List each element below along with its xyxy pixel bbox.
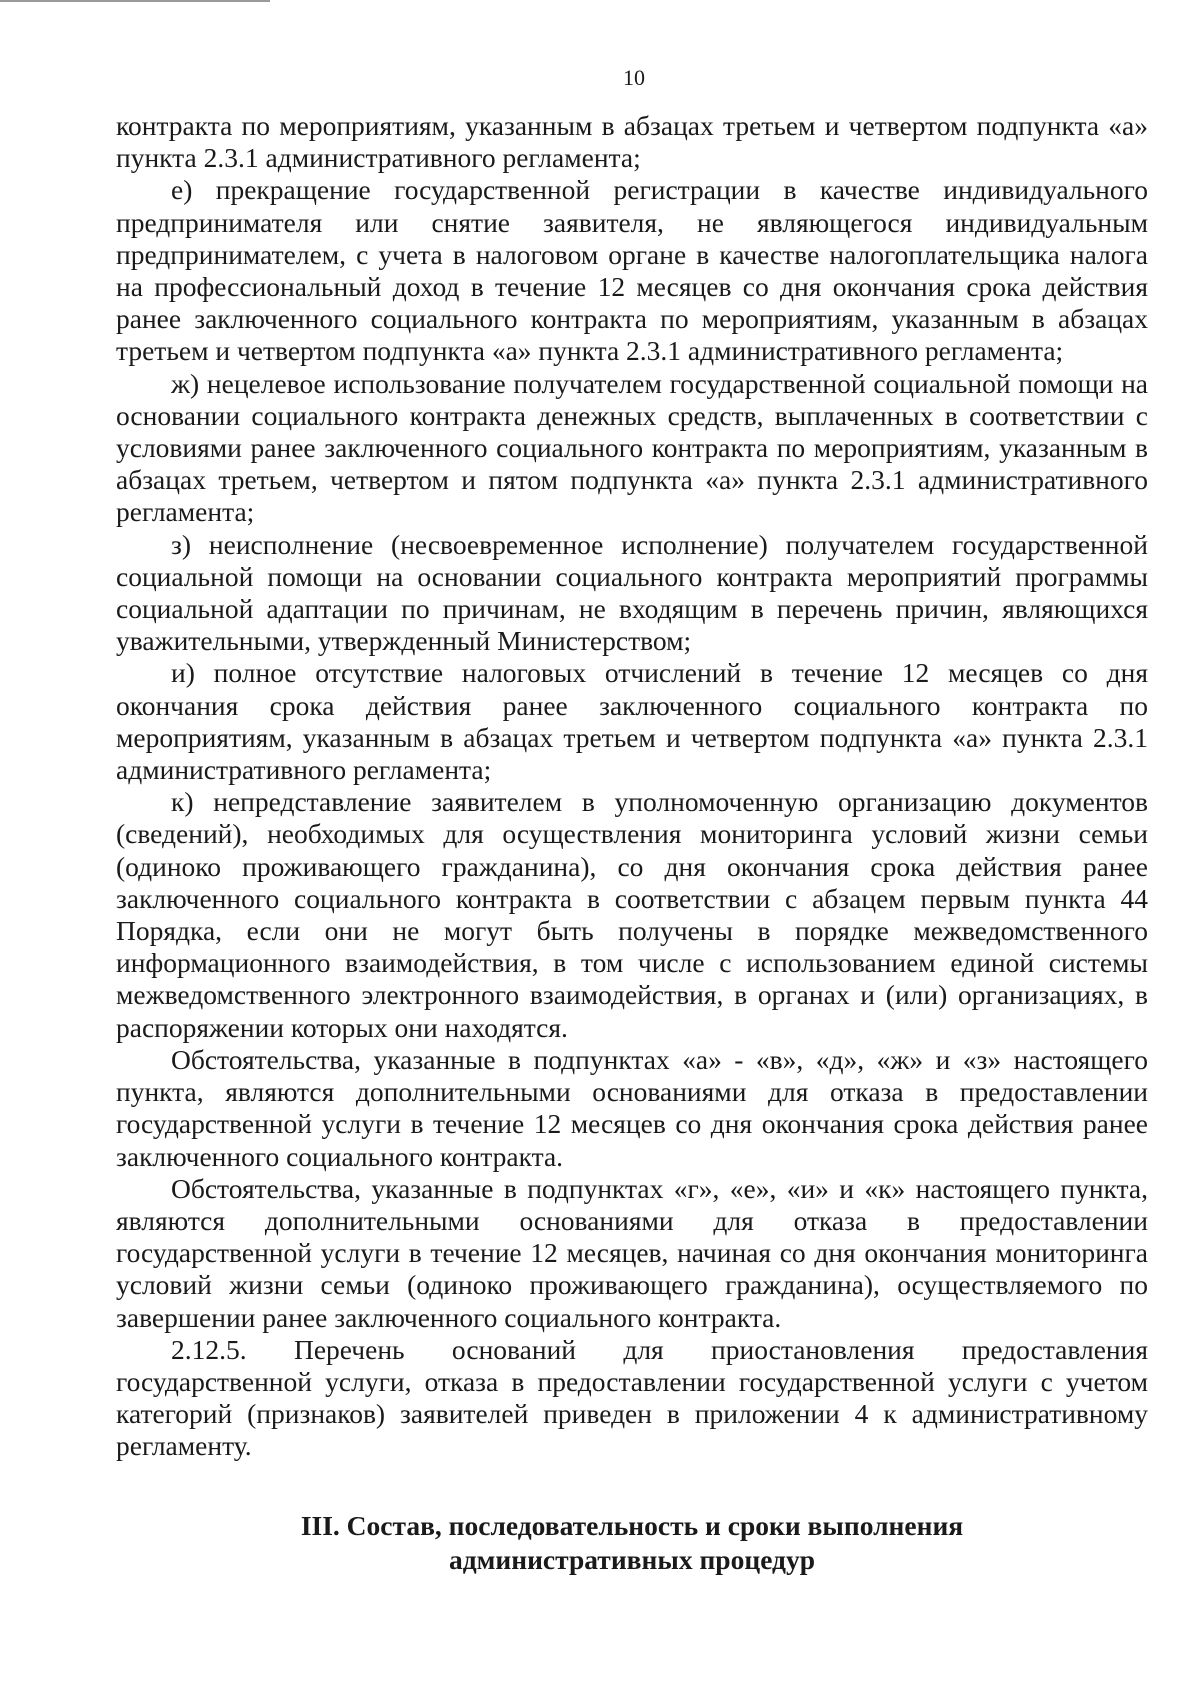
paragraph-item-e: е) прекращение государственной регистрации в качестве индивидуального предпринимателя или снятие заявителя, не являющегося индивидуальным предпринимателем, с учета в налоговом органе в качестве налогоплательщика налога на профессиональный доход в течение 12 месяцев со дня окончания срока действия ранее заключенного социального контракта по мероприятиям, указанным в абзацах третьем и четвертом подпункта «а» пункта 2.3.1 административного регламента; xyxy=(116,174,1148,367)
paragraph-circumstances-1: Обстоятельства, указанные в подпунктах «а» - «в», «д», «ж» и «з» настоящего пункта, являются дополнительными основаниями для отказа в предоставлении государственной услуги в течение 12 месяцев со дня окончания срока действия ранее заключенного социального контракта. xyxy=(116,1043,1148,1172)
paragraph-circumstances-2: Обстоятельства, указанные в подпунктах «г», «е», «и» и «к» настоящего пункта, являются дополнительными основаниями для отказа в предоставлении государственной услуги в течение 12 месяцев, начиная со дня окончания мониторинга условий жизни семьи (одиноко проживающего гражданина), осуществляемого по завершении ранее заключенного социального контракта. xyxy=(116,1172,1148,1333)
top-rule xyxy=(0,0,270,2)
paragraph-item-k: к) непредставление заявителем в уполномоченную организацию документов (сведений), необходимых для осуществления мониторинга условий жизни семьи (одиноко проживающего гражданина), со дня окончания срока действия ранее заключенного социального контракта в соответствии с абзацем первым пункта 44 Порядка, если они не могут быть получены в порядке межведомственного информационного взаимодействия, в том числе с использованием единой системы межведомственного электронного взаимодействия, в органах и (или) организациях, в распоряжении которых они находятся. xyxy=(116,786,1148,1043)
paragraph-item-zh: ж) нецелевое использование получателем государственной социальной помощи на основании социального контракта денежных средств, выплаченных в соответствии с условиями ранее заключенного социального контракта по мероприятиям, указанным в абзацах третьем, четвертом и пятом подпункта «а» пункта 2.3.1 административного регламента; xyxy=(116,367,1148,528)
section-heading-line-1: III. Состав, последовательность и сроки выполнения xyxy=(300,1510,964,1541)
paragraph-2-12-5: 2.12.5. Перечень оснований для приостановления предоставления государственной услуги, отказа в предоставлении государственной услуги с учетом категорий (признаков) заявителей приведен в приложении 4 к административному регламенту. xyxy=(116,1333,1148,1462)
paragraph-item-i: и) полное отсутствие налоговых отчислений в течение 12 месяцев со дня окончания срока действия ранее заключенного социального контракта по мероприятиям, указанным в абзацах третьем и четвертом подпункта «а» пункта 2.3.1 административного регламента; xyxy=(116,657,1148,786)
body-text xyxy=(116,110,1148,1463)
section-heading-line-2: административных процедур xyxy=(449,1544,815,1575)
paragraph-item-z: з) неисполнение (несвоевременное исполнение) получателем государственной социальной помощи на основании социального контракта мероприятий программы социальной адаптации по причинам, не входящим в перечень причин, являющихся уважительными, утвержденный Министерством; xyxy=(116,528,1148,657)
paragraph-continuation: контракта по мероприятиям, указанным в абзацах третьем и четвертом подпункта «а» пункта 2.3.1 административного регламента; xyxy=(116,110,1148,174)
page-number: 10 xyxy=(623,65,645,90)
section-heading xyxy=(116,1509,1148,1577)
